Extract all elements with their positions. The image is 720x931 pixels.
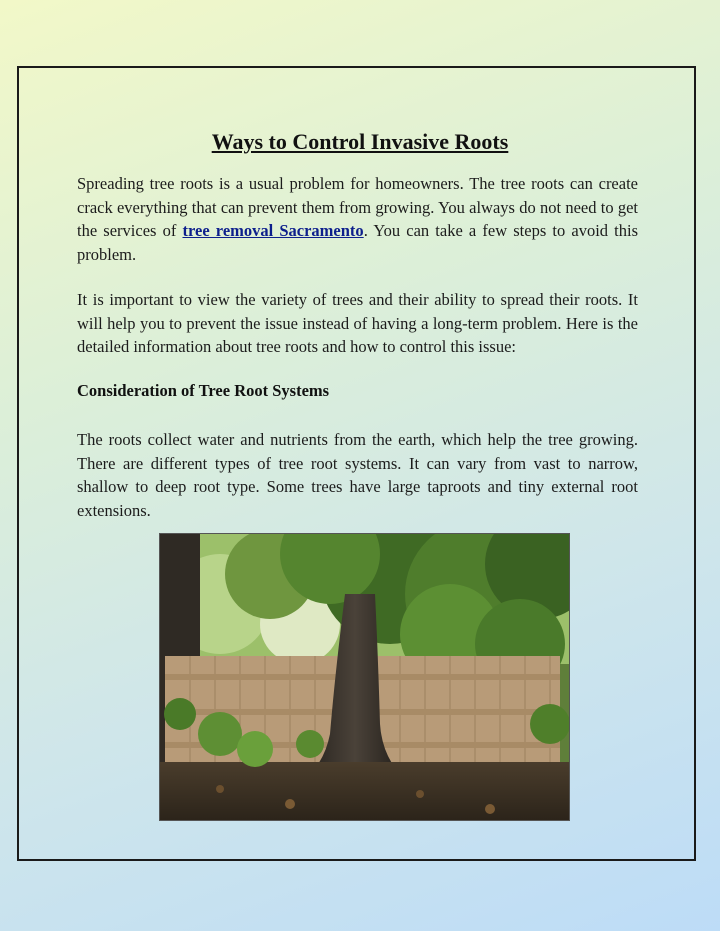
paragraph-two: It is important to view the variety of trees and their ability to spread their roots. It will help you to prevent the issue instead of having a long-term problem. Here is the detailed information about tree roots and how to control this issue:	[77, 290, 638, 356]
section-heading: Consideration of Tree Root Systems	[77, 381, 330, 400]
intro-text-start: Spreading tree roots is a usual problem for homeowners. The tree roots can create crack everything that can prevent them from growing. You always do not need to get the services of	[77, 174, 638, 240]
paragraph-three: The roots collect water and nutrients from the earth, which help the tree growing. There are different types of tree root systems. It can vary from vast to narrow, shallow to deep root type. Some trees have large taproots and tiny external root extensions.	[77, 430, 638, 520]
intro-text-end: . You can take a few steps to avoid this problem.	[77, 221, 639, 264]
tree-removal-link[interactable]: tree removal Sacramento	[182, 221, 364, 240]
article-title: Ways to Control Invasive Roots	[211, 129, 509, 154]
tree-fence-photo	[159, 533, 570, 821]
intro-paragraph	[77, 172, 638, 266]
